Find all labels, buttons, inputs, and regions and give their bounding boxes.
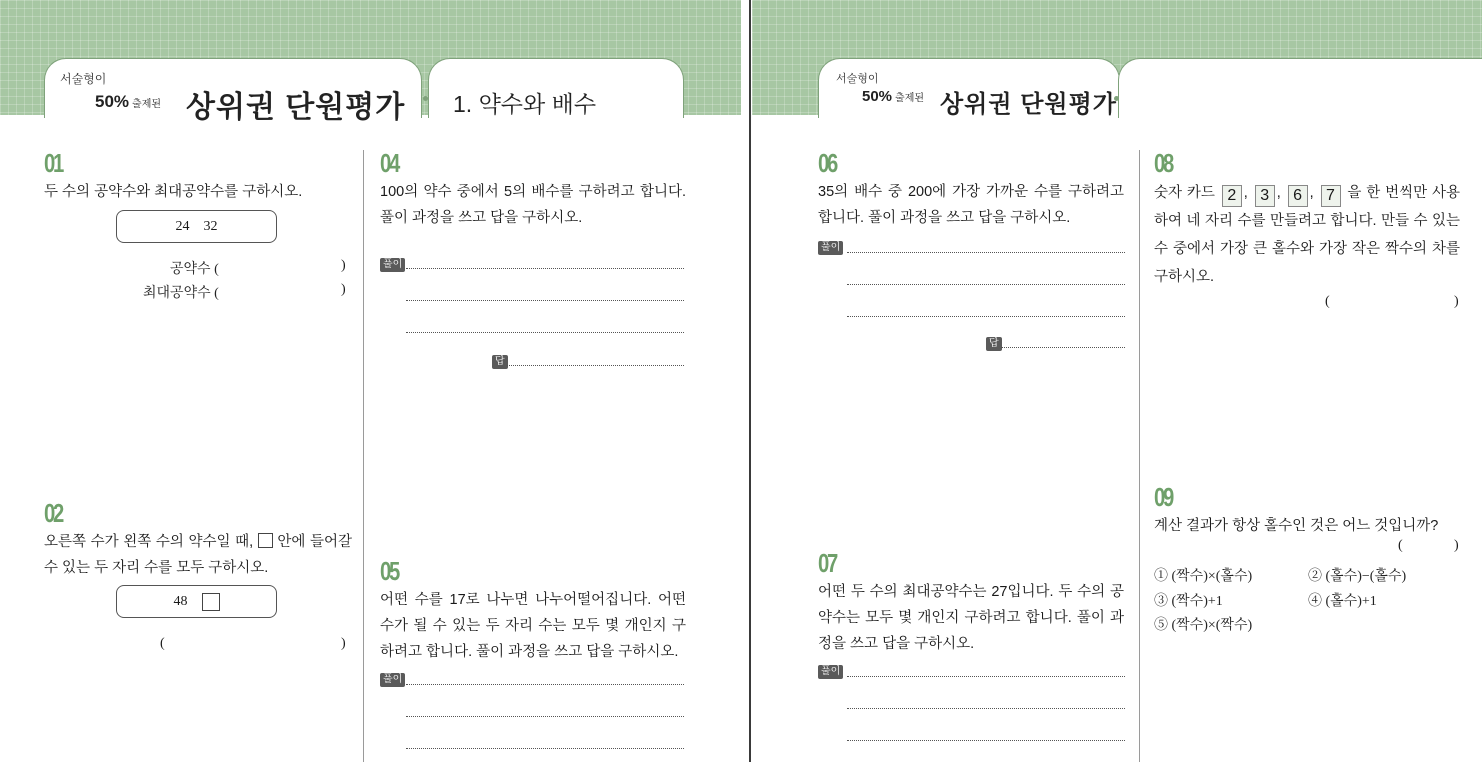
answer-line[interactable] — [847, 708, 1125, 709]
question-text: 오른쪽 수가 왼쪽 수의 약수일 때, 안에 들어갈 수 있는 두 자리 수를 모두 구하시오. — [44, 534, 352, 576]
number-box: 48 — [116, 585, 277, 618]
solution-badge: 풀이 — [818, 665, 843, 679]
pct-label: 50% 출제된 — [95, 92, 162, 111]
page-title: 상위권 단원평가 — [186, 91, 406, 124]
paren-open: ( — [160, 636, 165, 651]
question-5 — [380, 558, 686, 665]
solution-badge: 풀이 — [380, 258, 405, 272]
question-text: 어떤 수를 17로 나누면 나누어떨어집니다. 어떤 수가 될 수 있는 두 자리 수는 모두 몇 개인지 구하려고 합니다. 풀이 과정을 쓰고 답을 구하시오. — [380, 592, 686, 660]
column-divider — [1139, 150, 1140, 762]
answer-line[interactable] — [406, 268, 684, 269]
question-number: 06 — [818, 148, 836, 178]
type-label: 서술형이 — [836, 73, 879, 85]
answer-line[interactable] — [1001, 347, 1125, 348]
choice-5[interactable]: ⑤ (짝수)×(짝수) — [1154, 618, 1253, 633]
question-4 — [380, 150, 686, 231]
right-page — [752, 0, 1482, 762]
choice-1[interactable]: ① (짝수)×(홀수) — [1154, 569, 1253, 584]
number-card: 6 — [1288, 185, 1308, 207]
question-8 — [1154, 150, 1460, 291]
paren-close: ) — [1454, 538, 1459, 553]
page-title: 상위권 단원평가 — [940, 91, 1117, 118]
blank-square-icon — [258, 533, 273, 548]
blank-tab — [1118, 58, 1482, 118]
paren-close: ) — [1454, 294, 1459, 309]
question-2 — [44, 500, 352, 581]
common-factor-answer-label: 공약수 ( — [170, 262, 219, 277]
choice-4[interactable]: ④ (홀수)+1 — [1308, 594, 1377, 609]
blank-square-icon — [202, 593, 220, 611]
question-text: 숫자 카드 2 , 3 , 6 , 7 을 한 번씩만 사용하여 네 자리 수를 만들려고 합니다. 만들 수 있는 수 중에서 가장 큰 홀수와 가장 작은 짝수의 차를 구하시오. — [1154, 185, 1461, 285]
question-1 — [44, 150, 354, 205]
number-card: 7 — [1321, 185, 1341, 207]
question-number: 08 — [1154, 148, 1172, 178]
question-number: 09 — [1154, 482, 1172, 512]
answer-line[interactable] — [406, 748, 684, 749]
question-number: 04 — [380, 148, 398, 178]
answer-line[interactable] — [847, 284, 1125, 285]
unit-title: 1. 약수와 배수 — [453, 91, 597, 117]
question-9 — [1154, 484, 1460, 539]
column-divider — [363, 150, 364, 762]
answer-line[interactable] — [406, 716, 684, 717]
paren-close: ) — [341, 258, 346, 273]
choice-3[interactable]: ③ (짝수)+1 — [1154, 594, 1223, 609]
solution-badge: 풀이 — [380, 673, 405, 687]
question-6 — [818, 150, 1124, 231]
question-number: 05 — [380, 556, 398, 586]
question-number: 07 — [818, 548, 836, 578]
pct-label: 50% 출제된 — [862, 88, 925, 105]
paren-close: ) — [341, 636, 346, 651]
book-spine — [749, 0, 751, 762]
paren-open: ( — [1325, 294, 1330, 309]
answer-line[interactable] — [847, 316, 1125, 317]
question-text: 계산 결과가 항상 홀수인 것은 어느 것입니까? — [1154, 518, 1439, 534]
answer-line[interactable] — [406, 684, 684, 685]
choice-2[interactable]: ② (홀수)−(홀수) — [1308, 569, 1407, 584]
answer-line[interactable] — [406, 332, 684, 333]
question-text: 어떤 두 수의 최대공약수는 27입니다. 두 수의 공약수는 모두 몇 개인지 구하려고 합니다. 풀이 과정을 쓰고 답을 구하시오. — [818, 584, 1124, 652]
answer-badge: 답 — [986, 337, 1002, 351]
answer-line[interactable] — [847, 740, 1125, 741]
number-box: 24 32 — [116, 210, 277, 243]
number-card: 3 — [1255, 185, 1275, 207]
number-card: 2 — [1222, 185, 1242, 207]
question-number: 01 — [44, 148, 62, 178]
question-number: 02 — [44, 498, 62, 528]
answer-line[interactable] — [406, 300, 684, 301]
answer-line[interactable] — [847, 252, 1125, 253]
question-text: 35의 배수 중 200에 가장 가까운 수를 구하려고 합니다. 풀이 과정을 쓰고 답을 구하시오. — [818, 184, 1124, 226]
answer-line[interactable] — [847, 676, 1125, 677]
question-text: 100의 약수 중에서 5의 배수를 구하려고 합니다. 풀이 과정을 쓰고 답을 구하시오. — [380, 184, 686, 226]
gcd-answer-label: 최대공약수 ( — [143, 286, 219, 301]
answer-line[interactable] — [507, 365, 684, 366]
answer-badge: 답 — [492, 355, 508, 369]
solution-badge: 풀이 — [818, 241, 843, 255]
question-7 — [818, 550, 1124, 657]
question-text: 두 수의 공약수와 최대공약수를 구하시오. — [44, 184, 303, 200]
type-label: 서술형이 — [60, 72, 107, 86]
paren-open: ( — [1398, 538, 1403, 553]
paren-close: ) — [341, 282, 346, 297]
tab-dot — [423, 96, 428, 101]
